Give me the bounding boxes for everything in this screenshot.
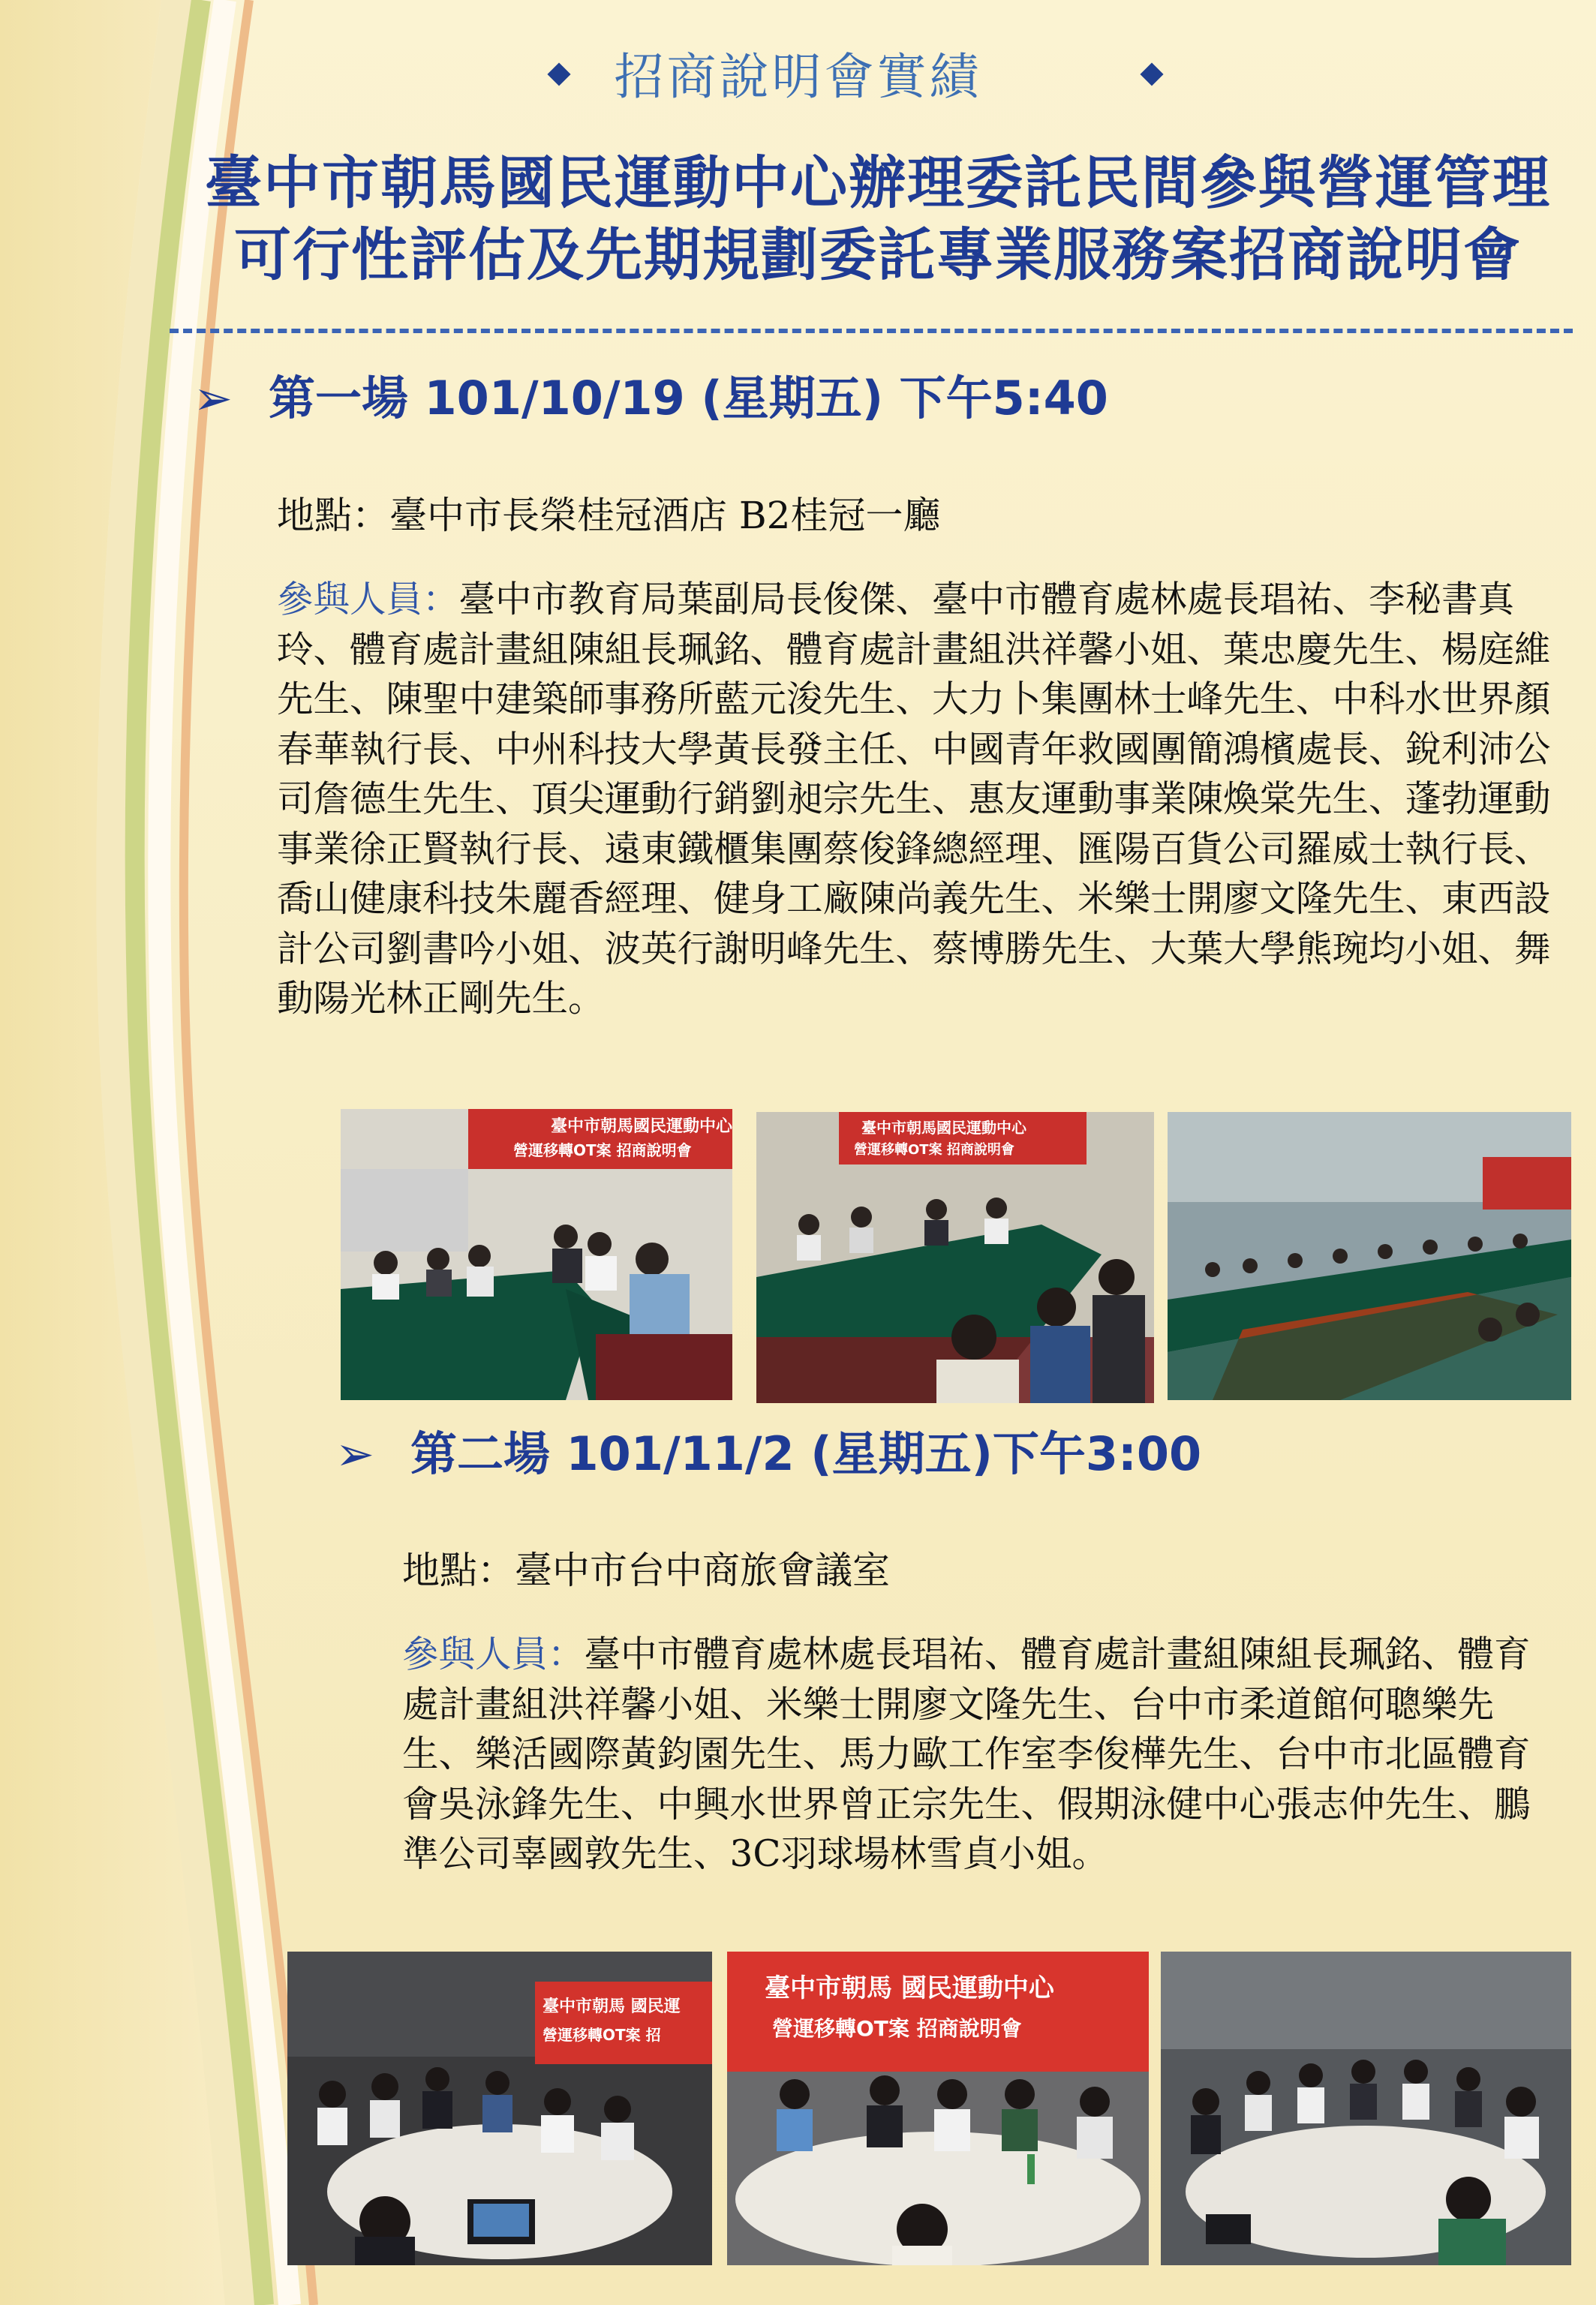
participants-list: 臺中市體育處林處長琩祐、體育處計畫組陳組長珮銘、體育處計畫組洪祥馨小姐、米樂士開廖文隆先生、台中市柔道館何聰樂先生、樂活國際黃鈞園先生、馬力歐工作室李俊樺先生、台中市北區體育會吳泳鋒先生、中興水世界曾正宗先生、假期泳健中心張志仲先生、鵬準公司辜國敦先生、3C羽球場林雪貞小姐。 [402,1633,1531,1875]
session-2-participants [402,1630,1543,1880]
banner-text-2: 營運移轉OT案 招商說明會 [854,1142,1014,1158]
session-1-location: 地點：臺中市長榮桂冠酒店 B2桂冠一廳 [277,494,941,537]
session-2-photo-2 [727,1952,1149,2265]
page-title-line-2: 可行性評估及先期規劃委託專業服務案招商說明會 [234,221,1522,288]
session-1-photo-2 [756,1112,1154,1403]
session-2-photo-3 [1161,1952,1571,2265]
banner-text-2: 營運移轉OT案 招商說明會 [513,1141,692,1159]
arrow-bullet-icon: ➢ [335,1426,374,1481]
participants-list: 臺中市教育局葉副局長俊傑、臺中市體育處林處長琩祐、李秘書真玲、體育處計畫組陳組長珮銘、體育處計畫組洪祥馨小姐、葉忠慶先生、楊庭維先生、陳聖中建築師事務所藍元浚先生、大力卜集團林士峰先生、中科水世界顏春華執行長、中州科技大學黃長發主任、中國青年救國團簡鴻檳處長、銳利沛公司詹德生先生、頂尖運動行銷劉昶宗先生、惠友運動事業陳煥棠先生、蓬勃運動事業徐正賢執行長、遠東鐵櫃集團蔡俊鋒總經理、匯陽百貨公司羅威士執行長、喬山健康科技朱麗香經理、健身工廠陳尚義先生、米樂士開廖文隆先生、東西設計公司劉書吟小姐、波英行謝明峰先生、蔡博勝先生、大葉大學熊琬均小姐、舞動陽光林正剛先生。 [277,579,1551,1020]
banner-text-1: 臺中市朝馬國民運動中心 [551,1117,732,1136]
participants-label: 參與人員： [277,579,459,621]
session-2-title [335,1422,1201,1486]
page-title-line-1: 臺中市朝馬國民運動中心辦理委託民間參與營運管理 [205,149,1551,216]
banner-text-2: 營運移轉OT案 招商說明會 [772,2016,1022,2041]
banner-text-1: 臺中市朝馬 國民運動中心 [765,1973,1054,2003]
event-banner [727,1952,1149,2072]
session-1-title [194,366,1108,431]
event-banner [535,1982,712,2064]
session-1-photo-1 [341,1109,732,1400]
banner-text-1: 臺中市朝馬國民運動中心 [861,1119,1026,1137]
dashed-divider [170,329,1573,333]
banner-text-1: 臺中市朝馬 國民運 [543,1997,681,2016]
heading-row [0,36,1596,119]
section-heading: 招商說明會實績 [614,48,982,106]
session-2-title-text: 第二場 101/11/2 (星期五)下午3:00 [410,1426,1202,1481]
session-1-photo-3 [1168,1112,1571,1400]
session-1-title-text: 第一場 101/10/19 (星期五) 下午5:40 [268,371,1108,425]
session-2-photo-1 [287,1952,712,2265]
arrow-bullet-icon: ➢ [194,371,233,425]
session-2-location: 地點：臺中市台中商旅會議室 [402,1549,890,1592]
banner-text-2: 營運移轉OT案 招 [543,2026,661,2044]
session-1-participants [277,575,1575,1024]
participants-label: 參與人員： [402,1633,585,1675]
